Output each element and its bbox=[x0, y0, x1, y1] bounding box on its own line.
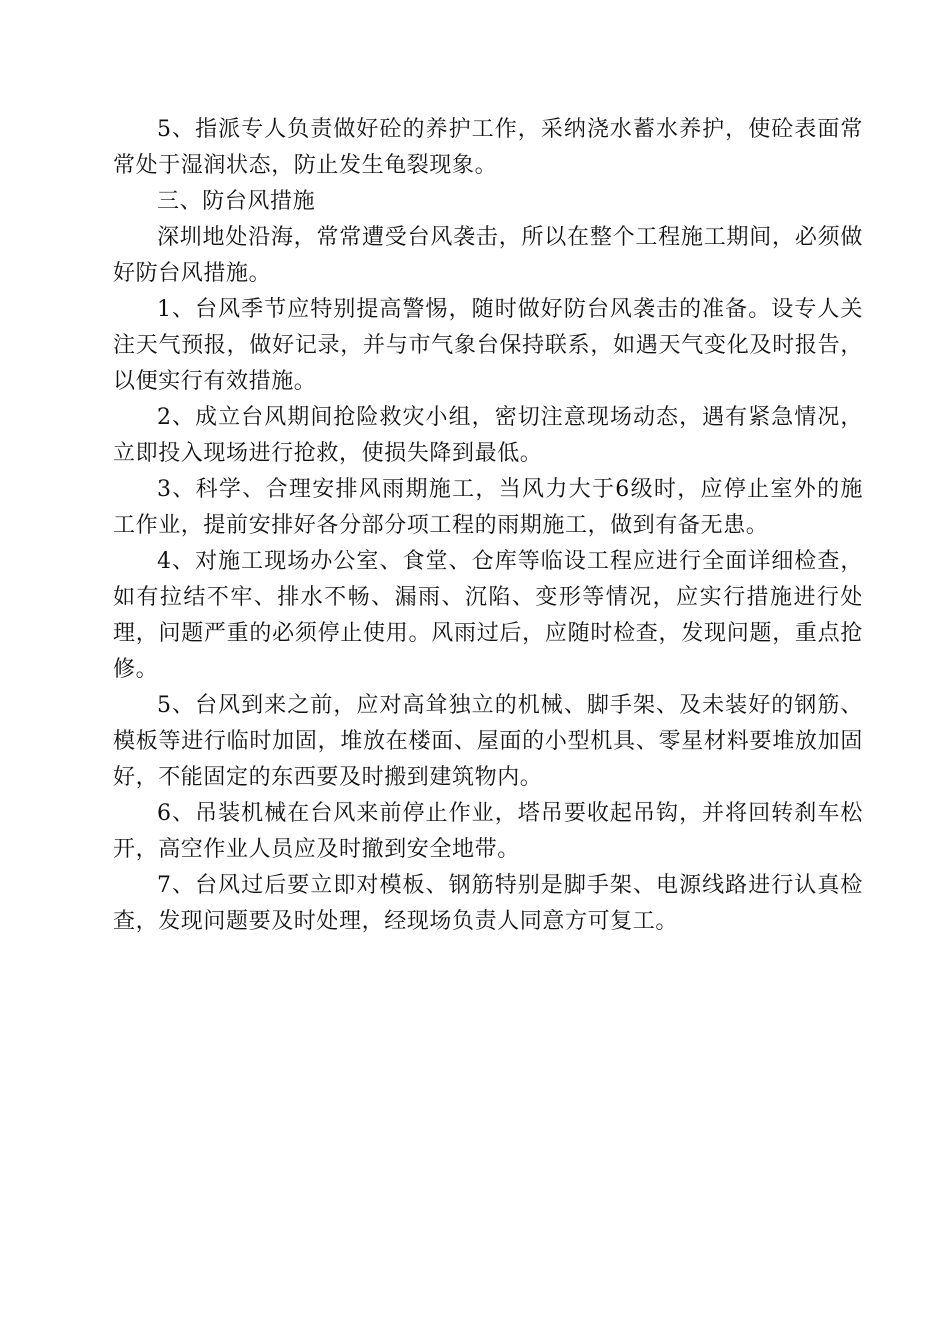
paragraph-intro: 深圳地处沿海，常常遭受台风袭击，所以在整个工程施工期间，必须做好防台风措施。 bbox=[113, 225, 863, 286]
paragraph-item-4: 4、对施工现场办公室、食堂、仓库等临设工程应进行全面详细检查，如有拉结不牢、排水不畅、漏雨、沉陷、变形等情况，应实行措施进行处理，问题严重的必须停止使用。风雨过后，应随时检查，发现问题，重点抢修。 bbox=[113, 549, 863, 682]
paragraph-item-2: 2、成立台风期间抢险救灾小组，密切注意现场动态，遇有紧急情况，立即投入现场进行抢救，使损失降到最低。 bbox=[113, 405, 863, 466]
paragraph-item-3: 3、科学、合理安排风雨期施工，当风力大于6级时，应停止室外的施工作业，提前安排好各分部分项工程的雨期施工，做到有备无患。 bbox=[113, 477, 863, 538]
paragraph-item-5: 5、台风到来之前，应对高耸独立的机械、脚手架、及未装好的钢筋、模板等进行临时加固，堆放在楼面、屋面的小型机具、零星材料要堆放加固好，不能固定的东西要及时搬到建筑物内。 bbox=[113, 693, 863, 790]
paragraph-item-7: 7、台风过后要立即对模板、钢筋特别是脚手架、电源线路进行认真检查，发现问题要及时处理，经现场负责人同意方可复工。 bbox=[113, 873, 863, 934]
document-body bbox=[113, 112, 863, 940]
section-heading-typhoon: 三、防台风措施 bbox=[157, 189, 316, 214]
paragraph-item-1: 1、台风季节应特别提高警惕，随时做好防台风袭击的准备。设专人关注天气预报，做好记录，并与市气象台保持联系，如遇天气变化及时报告，以便实行有效措施。 bbox=[113, 297, 863, 394]
paragraph-item-6: 6、吊装机械在台风来前停止作业，塔吊要收起吊钩，并将回转刹车松开，高空作业人员应及时撤到安全地带。 bbox=[113, 801, 863, 862]
paragraph-curing: 5、指派专人负责做好砼的养护工作，采纳浇水蓄水养护，使砼表面常常处于湿润状态，防止发生龟裂现象。 bbox=[113, 117, 863, 178]
